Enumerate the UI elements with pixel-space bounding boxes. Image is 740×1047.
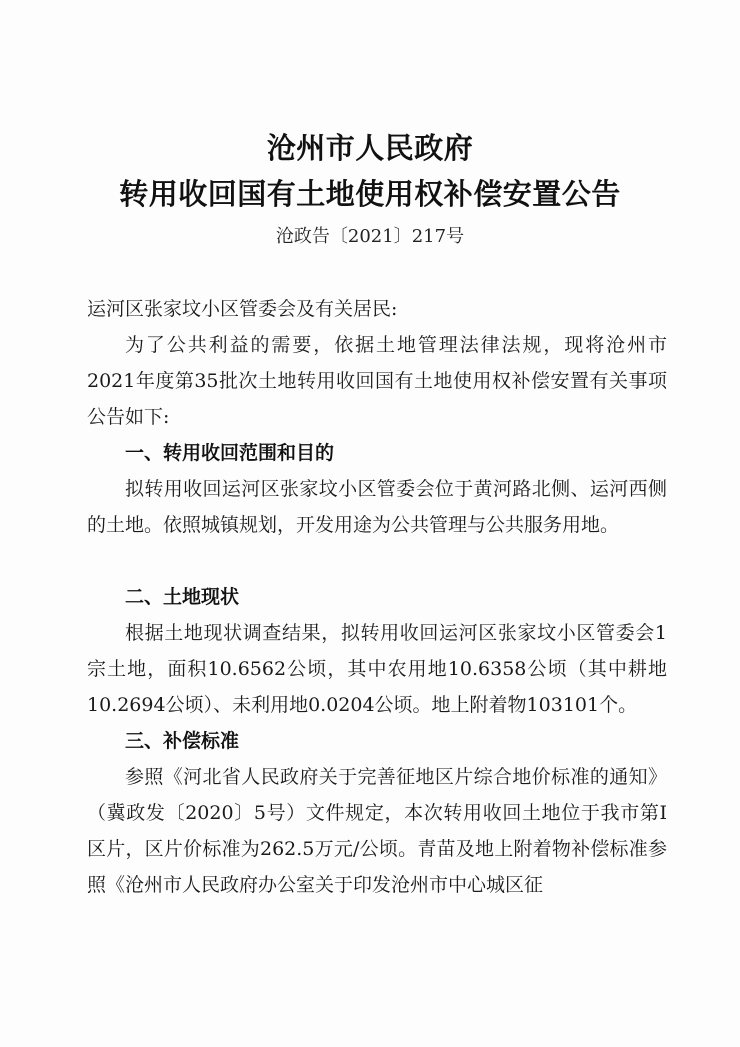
section-text-compensation: 参照《河北省人民政府关于完善征地区片综合地价标准的通知》（冀政发〔2020〕5号）文件规定，本次转用收回土地位于我市第I区片，区片价标准为262.5万元/公顷。青苗及地上附着物补偿标准参照《沧州市人民政府办公室关于印发沧州市中心城区征	[87, 766, 667, 896]
document-number: 沧政告〔2021〕217号	[275, 226, 465, 247]
document-title-line2: 转用收回国有土地使用权补偿安置公告	[119, 177, 621, 211]
section-heading-scope: 一、转用收回范围和目的	[125, 442, 335, 464]
section-heading-land-status: 二、土地现状	[125, 586, 240, 608]
section-text-scope: 拟转用收回运河区张家坟小区管委会位于黄河路北侧、运河西侧的土地。依照城镇规划，开发用途为公共管理与公共服务用地。	[87, 478, 667, 536]
intro-paragraph: 为了公共利益的需要，依据土地管理法律法规，现将沧州市2021年度第35批次土地转用收回国有土地使用权补偿安置有关事项公告如下:	[87, 334, 667, 428]
section-heading-compensation: 三、补偿标准	[125, 730, 240, 752]
addressee: 运河区张家坟小区管委会及有关居民:	[87, 298, 398, 320]
section-text-land-status: 根据土地现状调查结果，拟转用收回运河区张家坟小区管委会1宗土地，面积10.6562公顷，其中农用地10.6358公顷（其中耕地10.2694公顷）、未利用地0.0204公顷。地上附着物103101个。	[87, 622, 667, 716]
document-title-line1: 沧州市人民政府	[266, 131, 474, 165]
